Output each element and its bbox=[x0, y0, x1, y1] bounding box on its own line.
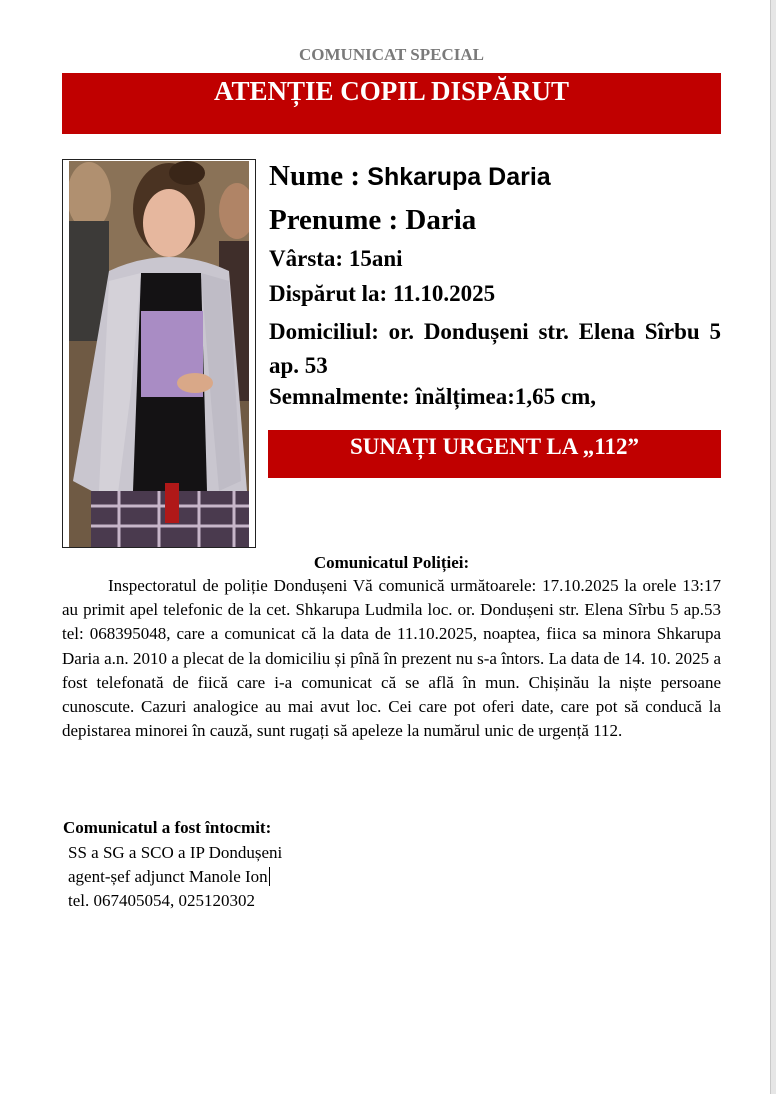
subtitle: COMUNICAT SPECIAL bbox=[299, 45, 484, 64]
compiled-phone: tel. 067405054, 025120302 bbox=[68, 891, 255, 910]
page-edge bbox=[770, 0, 776, 1094]
first-name-line: Prenume : Daria bbox=[269, 204, 477, 236]
communique-title: Comunicatul Poliției: bbox=[313, 553, 470, 572]
name-value: Shkarupa Daria bbox=[367, 163, 551, 191]
address-line: Domiciliul: or. Dondușeni str. Elena Sîrbu 5 ap. 53 bbox=[269, 319, 721, 378]
compiled-unit: SS a SG a SCO a IP Dondușeni bbox=[68, 843, 283, 862]
description-line: Semnalmente: înălțimea:1,65 cm, bbox=[269, 384, 597, 409]
call-112-banner: SUNAȚI URGENT LA „112” bbox=[268, 430, 721, 478]
compiled-officer-text: agent-șef adjunct Manole Ion bbox=[68, 867, 268, 886]
compiled-officer bbox=[68, 867, 270, 887]
compiled-title: Comunicatul a fost întocmit: bbox=[63, 818, 272, 837]
name-line bbox=[269, 160, 721, 193]
missing-person-photo bbox=[62, 159, 256, 548]
photo-illustration bbox=[69, 161, 249, 547]
missing-child-banner: ATENȚIE COPIL DISPĂRUT bbox=[62, 73, 721, 134]
age-line: Vârsta: 15ani bbox=[269, 246, 403, 271]
communique-body: Inspectoratul de poliție Dondușeni Vă comunică următoarele: 17.10.2025 la orele 13:17 au primit apel telefonic de la cet. Shkarupa Ludmila loc. or. Dondușeni str. Elena Sîrbu 5 ap.53 tel: 068395048, care a comunicat că la data de 11.10.2025, noaptea, fiica sa minora Shkarupa Daria a.n. 2010 a plecat de la domiciliu și pînă în prezent nu s-a întors. La data de 14. 10. 2025 a fost telefonată de fiică care i-a comunicat că se află în mun. Chișinău la niște persoane cunoscute. Cazuri analogice au mai avut loc. Cei care pot oferi date, care pot să conducă la depistarea minorei în cauză, sunt rugați să apeleze la numărul unic de urgență 112. bbox=[62, 576, 721, 741]
name-label: Nume : bbox=[269, 160, 368, 192]
missing-date-line: Dispărut la: 11.10.2025 bbox=[269, 281, 496, 306]
